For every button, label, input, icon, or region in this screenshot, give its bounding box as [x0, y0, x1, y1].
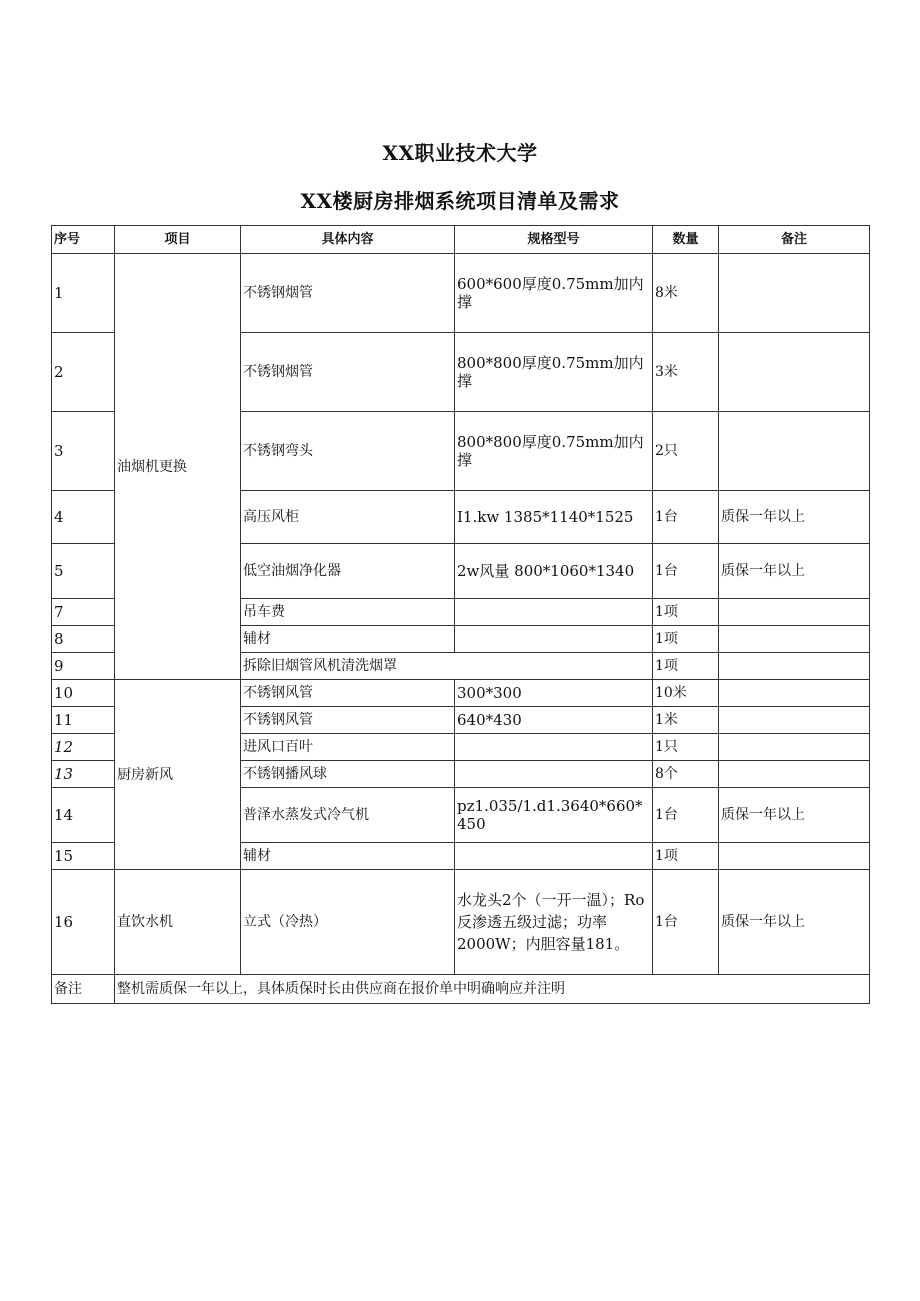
row-qty: 1项 — [653, 599, 719, 626]
row-spec: 2w风量 800*1060*1340 — [455, 544, 653, 599]
row-content: 辅材 — [241, 843, 455, 870]
group-cell: 直饮水机 — [115, 870, 241, 975]
row-seq: 4 — [52, 491, 115, 544]
row-remark — [719, 653, 870, 680]
row-content: 进风口百叶 — [241, 734, 455, 761]
row-spec — [455, 843, 653, 870]
row-content: 吊车费 — [241, 599, 455, 626]
requirements-table — [51, 225, 870, 1004]
row-content: 普泽水蒸发式冷气机 — [241, 788, 455, 843]
row-remark — [719, 707, 870, 734]
row-remark — [719, 680, 870, 707]
row-seq: 3 — [52, 412, 115, 491]
row-qty: 1台 — [653, 788, 719, 843]
row-spec — [455, 761, 653, 788]
row-qty: 1米 — [653, 707, 719, 734]
row-qty: 1台 — [653, 544, 719, 599]
document-subtitle: XX楼厨房排烟系统项目清单及需求 — [300, 189, 620, 213]
row-spec — [455, 626, 653, 653]
row-remark: 质保一年以上 — [719, 491, 870, 544]
table-header-row — [52, 226, 870, 254]
row-spec: 300*300 — [455, 680, 653, 707]
row-seq: 7 — [52, 599, 115, 626]
row-remark — [719, 254, 870, 333]
row-qty: 1项 — [653, 843, 719, 870]
row-spec: 640*430 — [455, 707, 653, 734]
footer-label: 备注 — [52, 975, 115, 1004]
row-qty: 8个 — [653, 761, 719, 788]
footer-text: 整机需质保一年以上，具体质保时长由供应商在报价单中明确响应并注明 — [115, 975, 870, 1004]
row-remark — [719, 626, 870, 653]
row-spec: pz1.035/1.d1.3640*660*450 — [455, 788, 653, 843]
row-content: 不锈钢风管 — [241, 707, 455, 734]
row-qty: 1台 — [653, 870, 719, 975]
row-seq: 15 — [52, 843, 115, 870]
row-qty: 1项 — [653, 626, 719, 653]
row-remark: 质保一年以上 — [719, 870, 870, 975]
row-content: 不锈钢播风球 — [241, 761, 455, 788]
header-spec: 规格型号 — [455, 226, 653, 254]
header-remark: 备注 — [719, 226, 870, 254]
row-spec: 800*800厚度0.75mm加内撑 — [455, 333, 653, 412]
row-spec — [455, 599, 653, 626]
row-seq: 14 — [52, 788, 115, 843]
row-content: 不锈钢烟管 — [241, 254, 455, 333]
document-title: XX职业技术大学 — [382, 141, 538, 165]
row-spec: 水龙头2个（一开一温）；Ro反渗透五级过滤；功率2000W；内胆容量181。 — [455, 870, 653, 975]
header-project: 项目 — [115, 226, 241, 254]
row-remark — [719, 734, 870, 761]
row-content: 高压风柜 — [241, 491, 455, 544]
row-remark — [719, 761, 870, 788]
row-content: 不锈钢风管 — [241, 680, 455, 707]
row-seq: 16 — [52, 870, 115, 975]
row-seq: 12 — [52, 734, 115, 761]
row-qty: 3米 — [653, 333, 719, 412]
row-content: 不锈钢弯头 — [241, 412, 455, 491]
row-content: 立式（冷热） — [241, 870, 455, 975]
row-content: 辅材 — [241, 626, 455, 653]
row-seq: 1 — [52, 254, 115, 333]
group-cell: 厨房新风 — [115, 680, 241, 870]
row-content: 低空油烟净化器 — [241, 544, 455, 599]
row-qty: 1项 — [653, 653, 719, 680]
row-remark — [719, 412, 870, 491]
row-seq: 9 — [52, 653, 115, 680]
row-seq: 13 — [52, 761, 115, 788]
row-content: 拆除旧烟管风机清洗烟罩 — [241, 653, 653, 680]
row-remark — [719, 599, 870, 626]
row-seq: 11 — [52, 707, 115, 734]
row-qty: 1台 — [653, 491, 719, 544]
row-qty: 2只 — [653, 412, 719, 491]
row-qty: 1只 — [653, 734, 719, 761]
table-row — [52, 254, 870, 333]
row-content: 不锈钢烟管 — [241, 333, 455, 412]
row-seq: 2 — [52, 333, 115, 412]
row-spec — [455, 734, 653, 761]
row-spec: 800*800厚度0.75mm加内撑 — [455, 412, 653, 491]
header-qty: 数量 — [653, 226, 719, 254]
row-remark: 质保一年以上 — [719, 788, 870, 843]
row-spec: I1.kw 1385*1140*1525 — [455, 491, 653, 544]
row-qty: 8米 — [653, 254, 719, 333]
row-spec: 600*600厚度0.75mm加内撑 — [455, 254, 653, 333]
row-seq: 10 — [52, 680, 115, 707]
row-remark — [719, 843, 870, 870]
header-content: 具体内容 — [241, 226, 455, 254]
row-remark — [719, 333, 870, 412]
group-cell: 油烟机更换 — [115, 254, 241, 680]
table-row — [52, 870, 870, 975]
row-seq: 5 — [52, 544, 115, 599]
table-footer-row — [52, 975, 870, 1004]
row-qty: 10米 — [653, 680, 719, 707]
table-row — [52, 680, 870, 707]
row-remark: 质保一年以上 — [719, 544, 870, 599]
row-seq: 8 — [52, 626, 115, 653]
header-seq: 序号 — [52, 226, 115, 254]
